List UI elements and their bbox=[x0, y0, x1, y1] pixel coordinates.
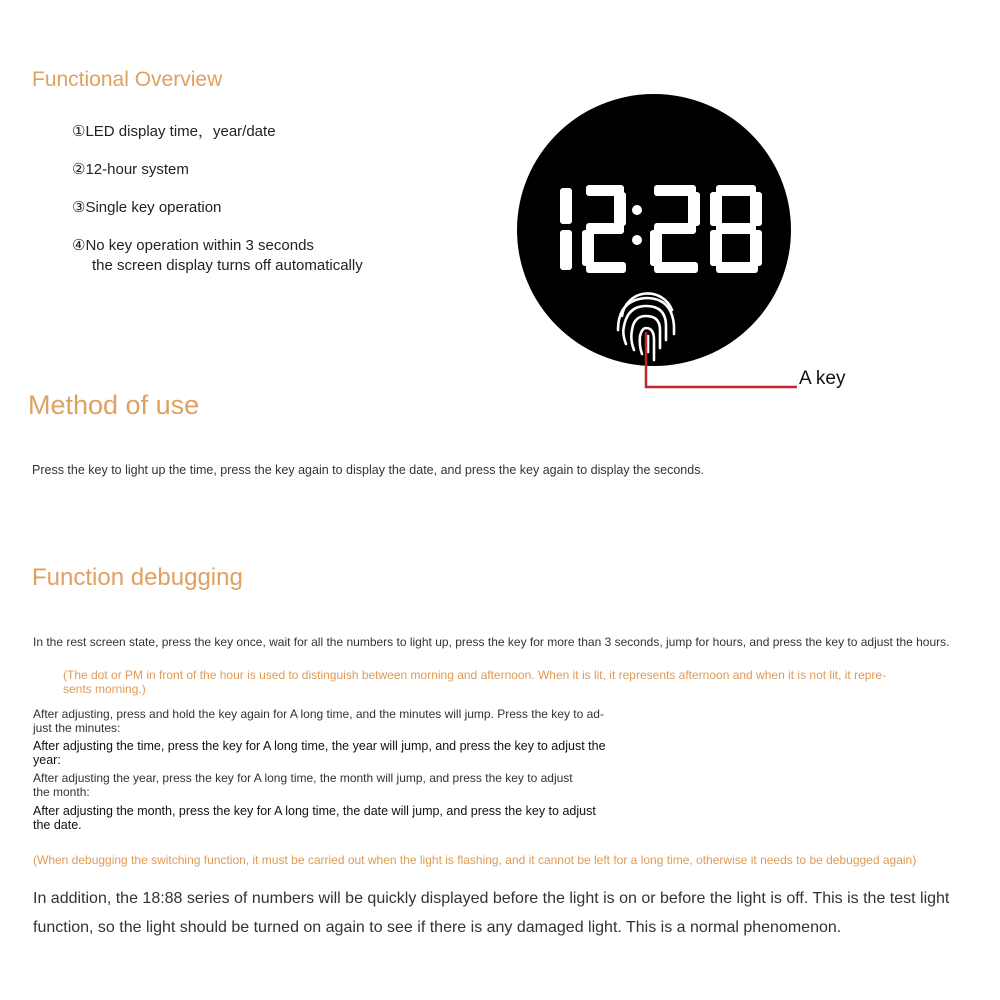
debug-intro: In the rest screen state, press the key once, wait for all the numbers to light up, press the key for more than 3 seconds, jump for hours, and press the key to adjust the hours. bbox=[33, 635, 950, 649]
feature-number: ① bbox=[72, 123, 86, 140]
time-display bbox=[560, 185, 762, 273]
feature-text: Single key operation bbox=[85, 199, 222, 216]
step-line: After adjusting the year, press the key for A long time, the month will jump, and press the key to adjust bbox=[33, 771, 573, 785]
test-light-paragraph: In addition, the 18:88 series of numbers will be quickly displayed before the light is on or before the light is off. This is the test light function, so the light should be turned on again to see if there is any damaged light. This is a normal phenomenon. bbox=[33, 890, 950, 936]
method-of-use-heading: Method of use bbox=[28, 390, 200, 420]
feature-text: LED display time，year/date bbox=[85, 123, 276, 140]
function-debugging-heading: Function debugging bbox=[32, 564, 243, 591]
debug-step-minutes bbox=[33, 707, 604, 735]
feature-number: ③ bbox=[72, 199, 86, 216]
step-line: After adjusting the month, press the key for A long time, the date will jump, and press the key to adjust bbox=[33, 804, 596, 818]
debug-warning-note: (When debugging the switching function, it must be carried out when the light is flashing, and it cannot be left for a long time, otherwise it needs to be debugged again) bbox=[33, 853, 917, 867]
debug-step-date bbox=[33, 804, 596, 832]
step-line: the date. bbox=[33, 818, 82, 832]
feature-text: No key operation within 3 seconds bbox=[85, 237, 314, 254]
note-line: (The dot or PM in front of the hour is used to distinguish between morning and afternoon. When it is lit, it represents afternoon and when it is not lit, it repre- bbox=[63, 668, 887, 682]
feature-number: ④ bbox=[72, 237, 86, 254]
feature-number: ② bbox=[72, 161, 86, 178]
a-key-label: A key bbox=[799, 368, 846, 389]
step-line: the month: bbox=[33, 785, 90, 799]
debug-step-month bbox=[33, 771, 573, 799]
step-line: just the minutes: bbox=[33, 721, 121, 735]
note-line: sents morning.) bbox=[63, 682, 146, 696]
functional-overview-heading: Functional Overview bbox=[32, 68, 223, 91]
step-line: year: bbox=[33, 753, 61, 767]
feature-text: 12-hour system bbox=[85, 161, 189, 178]
debug-step-year bbox=[33, 739, 606, 767]
am-pm-note bbox=[63, 668, 886, 696]
key-leader-line bbox=[646, 332, 797, 387]
method-of-use-text: Press the key to light up the time, press the key again to display the date, and press the key again to display the seconds. bbox=[32, 463, 704, 477]
step-line: After adjusting, press and hold the key again for A long time, and the minutes will jump. Press the key to ad- bbox=[33, 707, 604, 721]
step-line: After adjusting the time, press the key for A long time, the year will jump, and press the key to adjust the bbox=[33, 739, 606, 753]
feature-text-continued: the screen display turns off automatically bbox=[92, 257, 363, 274]
